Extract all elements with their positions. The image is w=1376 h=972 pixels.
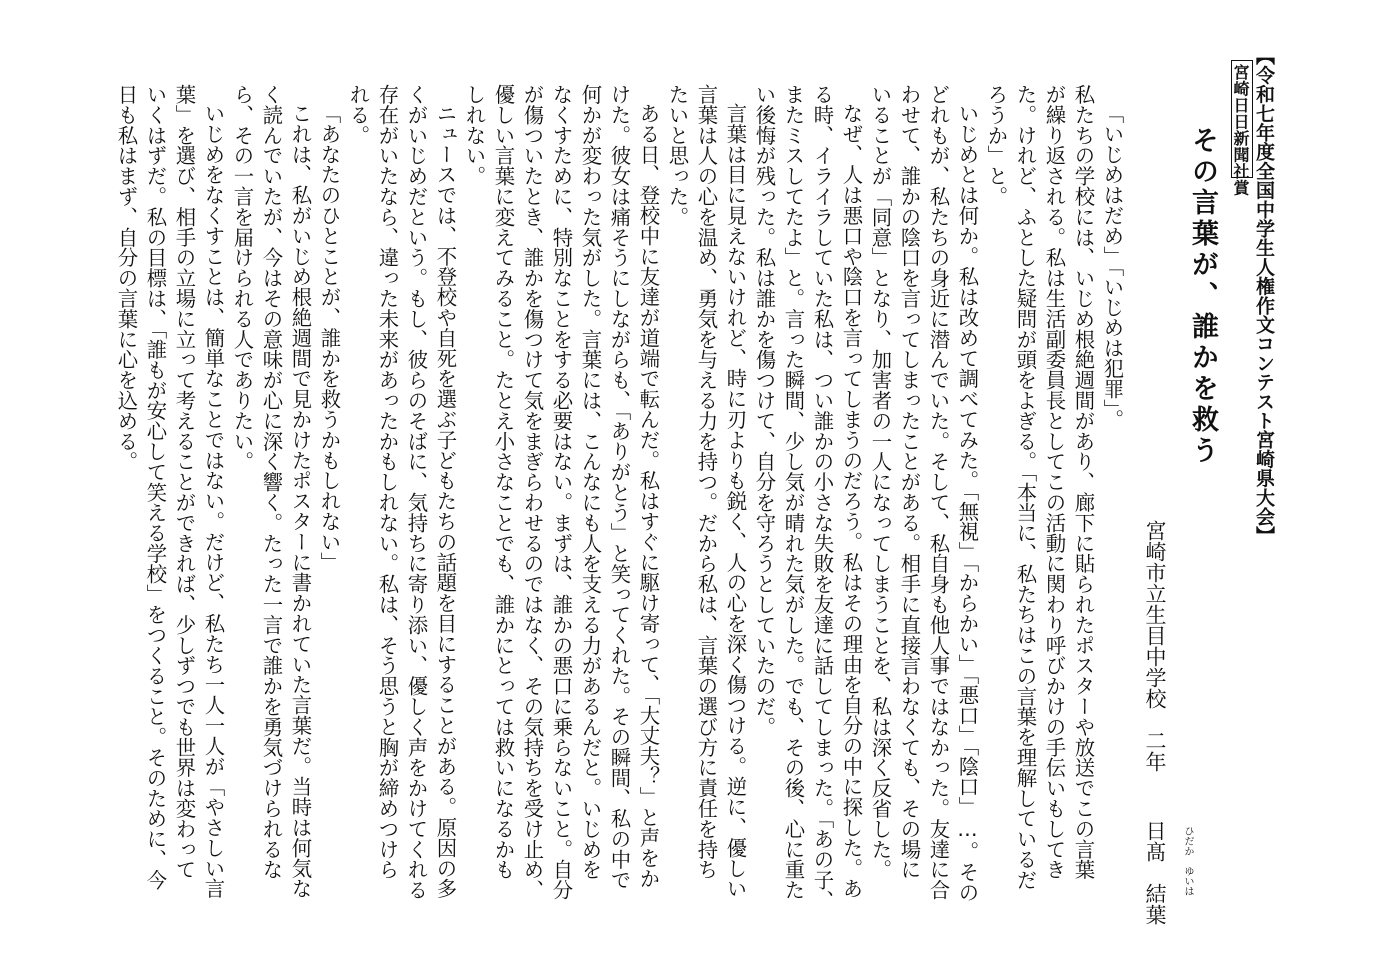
essay-line: 何かが変わった気がした。言葉には、こんなにも人を支える力があるんだと。いじめを xyxy=(578,84,603,880)
essay-line: 優しい言葉に変えてみること。たとえ小さなことでも、誰かにとっては救いになるかも xyxy=(491,84,516,880)
essay-line: い後悔が残った。私は誰かを傷つけて、自分を守ろうとしていたのだ。 xyxy=(752,84,777,737)
essay-line: またミスしてたよ」と。言った瞬間、少し気が晴れた気がした。でも、その後、心に重た xyxy=(781,84,806,900)
essay-line: わせて、誰かの陰口を言ってしまったことがある。相手に直接言わなくても、その場に xyxy=(897,84,922,880)
essay-title: その言葉が、誰かを救う xyxy=(1187,126,1218,467)
essay-line: 「いじめはだめ」「いじめは犯罪」。 xyxy=(1100,103,1125,430)
author-given-ruby: ゆいは xyxy=(1182,866,1193,896)
essay-line: いじめとは何か。私は改めて調べてみた。「無視」「からかい」「悪口」「陰口」…。その xyxy=(955,103,980,903)
essay-line: ろうか」と。 xyxy=(984,84,1009,207)
essay-line: 私たちの学校には、いじめ根絶週間があり、廊下に貼られたポスターや放送でこの言葉 xyxy=(1071,84,1096,880)
contest-header: 【令和七年度全国中学生人権作文コンテスト宮崎県大会】 xyxy=(1253,46,1275,546)
essay-line: 言葉は目に見えないけれど、時に刃よりも鋭く、人の心を深く傷つける。逆に、優しい xyxy=(723,103,748,899)
essay-line: なくすために、特別なことをする必要はない。まずは、誰かの悪口に乗らないこと。自分 xyxy=(549,84,574,900)
essay-line: たいと思った。 xyxy=(665,84,690,227)
essay-line: る時、イライラしていた私は、つい誰かの小さな失敗を友達に話してしまった。「あの子、 xyxy=(810,84,835,911)
essay-line: これは、私がいじめ根絶週間で見かけたポスターに書かれていた言葉だ。当時は何気な xyxy=(288,103,313,899)
award-label: 宮崎日日新聞社賞 xyxy=(1231,64,1250,196)
essay-line: いることが「同意」となり、加害者の一人になってしまうことを、私は深く反省した。 xyxy=(868,84,893,880)
essay-line: 存在がいたなら、違った未来があったかもしれない。私は、そう思うと胸が締めつけら xyxy=(375,84,400,880)
essay-line: が繰り返される。私は生活副委員長としてこの活動に関わり呼びかけの手伝いもしてき xyxy=(1042,84,1067,880)
essay-line: どれもが、私たちの身近に潜んでいた。そして、私自身も他人事ではなかった。友達に合 xyxy=(926,84,951,900)
essay-line: く読んでいたが、今はその意味が心に深く響く。たった一言で誰かを勇気づけられるな xyxy=(259,84,284,880)
essay-line: た。けれど、ふとした疑問が頭をよぎる。「本当に、私たちはこの言葉を理解しているだ xyxy=(1013,84,1038,890)
essay-line: なぜ、人は悪口や陰口を言ってしまうのだろう。私はその理由を自分の中に探した。あ xyxy=(839,103,864,899)
essay-line: 日も私はまず、自分の言葉に心を込める。 xyxy=(114,84,139,472)
essay-line: いくはずだ。私の目標は、「誰もが安心して笑える学校」をつくること。そのために、今 xyxy=(143,84,168,890)
essay-line: れる。 xyxy=(346,84,371,146)
school-name: 宮崎市立生目中学校 二年 xyxy=(1143,520,1167,772)
essay-line: けた。彼女は痛そうにしながらも、「ありがとう」と笑ってくれた。その瞬間、私の中で xyxy=(607,84,632,890)
essay-line: ある日、登校中に友達が道端で転んだ。私はすぐに駆け寄って、「大丈夫？」と声をか xyxy=(636,103,661,889)
essay-line: が傷ついたとき、誰かを傷つけて気をまぎらわせるのではなく、その気持ちを受け止め、 xyxy=(520,84,545,900)
essay-line: くがいじめだという。もし、彼らのそばに、気持ちに寄り添い、優しく声をかけてくれる xyxy=(404,84,429,900)
essay-line: ニュースでは、不登校や自死を選ぶ子どもたちの話題を目にすることがある。原因の多 xyxy=(433,103,458,899)
author-name: 日髙 結葉 xyxy=(1143,820,1167,925)
essay-line: いじめをなくすことは、簡単なことではない。だけど、私たち一人一人が「やさしい言 xyxy=(201,103,226,899)
essay-line: しれない。 xyxy=(462,84,487,186)
essay-line: ら、その一言を届けられる人でありたい。 xyxy=(230,84,255,472)
author-surname-ruby: ひだか xyxy=(1182,826,1193,856)
essay-line: 言葉は人の心を温め、勇気を与える力を持つ。だから私は、言葉の選び方に責任を持ち xyxy=(694,84,719,880)
essay-line: 葉」を選び、相手の立場に立って考えることができれば、少しずつでも世界は変わって xyxy=(172,84,197,880)
essay-line: 「あなたのひとことが、誰かを救うかもしれない」 xyxy=(317,103,342,573)
